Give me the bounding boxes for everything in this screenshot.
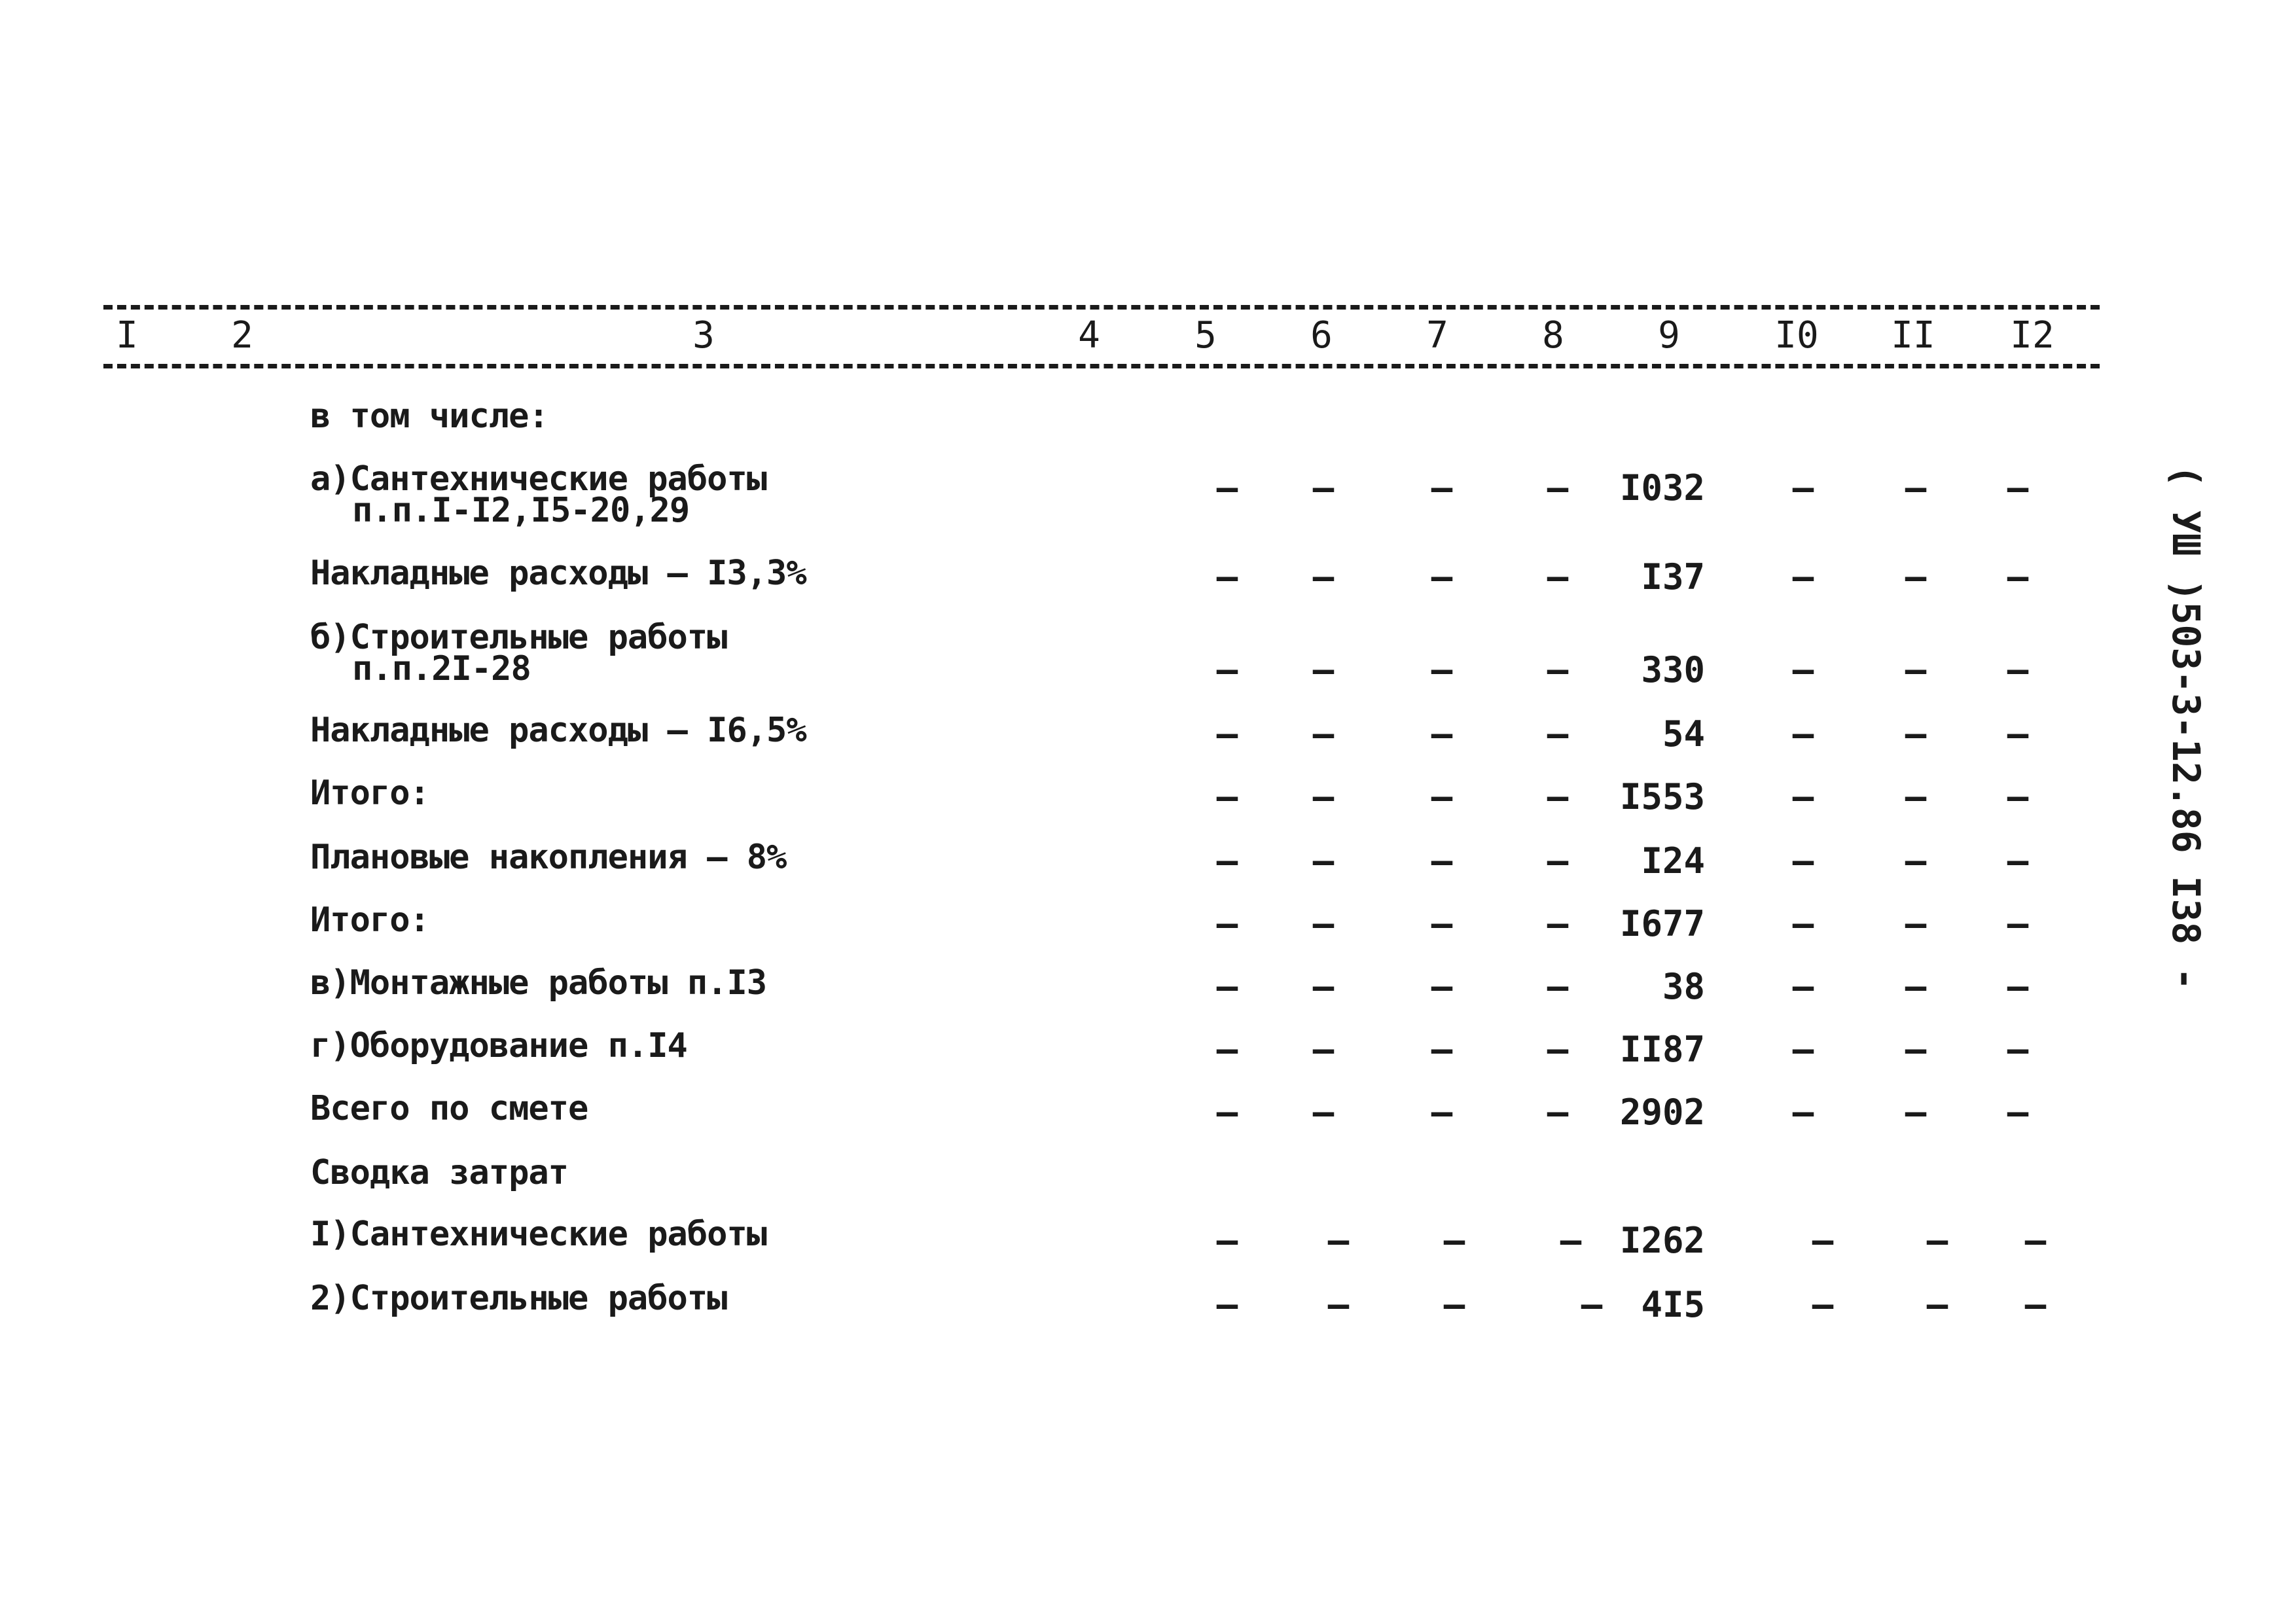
cell-col7: –: [1431, 467, 1453, 508]
cell-col9: I262: [1619, 1220, 1705, 1261]
row-label: в)Монтажные работы п.I3: [310, 963, 767, 1003]
cell-col11: –: [1926, 1284, 1948, 1325]
cell-col7: –: [1443, 1220, 1465, 1261]
cell-col6: –: [1327, 1220, 1350, 1261]
cell-col9: 4I5: [1641, 1284, 1705, 1325]
cell-col10: –: [1792, 840, 1814, 882]
cell-col7: –: [1431, 1029, 1453, 1070]
cell-col9: I677: [1619, 903, 1705, 944]
table-row: [0, 963, 2296, 1026]
cell-col9: I553: [1619, 776, 1705, 817]
row-label: б)Строительные работы п.п.2I-28: [310, 618, 727, 688]
row-sublabel: п.п.I-I2,I5-20,29: [352, 491, 690, 530]
cell-col7: –: [1431, 903, 1453, 944]
cell-col8: –: [1547, 1029, 1569, 1070]
column-header-11: II: [1891, 314, 1935, 357]
column-header-6: 6: [1310, 314, 1333, 357]
row-label: Сводка затрат: [310, 1153, 568, 1192]
cell-col5: –: [1216, 776, 1238, 817]
row-label: в том числе:: [310, 397, 548, 436]
cell-col12: –: [2007, 776, 2029, 817]
row-label: Накладные расходы – I6,5%: [310, 711, 806, 750]
table-row: [0, 1153, 2296, 1216]
cell-col10: –: [1792, 1029, 1814, 1070]
row-label: Итого:: [310, 774, 429, 813]
cell-col10: –: [1792, 1092, 1814, 1133]
cell-col5: –: [1216, 713, 1238, 755]
cell-col5: –: [1216, 467, 1238, 508]
cell-col8: –: [1547, 713, 1569, 755]
cell-col7: –: [1431, 840, 1453, 882]
column-header-1: I: [116, 314, 138, 357]
cell-col8: –: [1547, 1092, 1569, 1133]
cell-col9: I032: [1619, 467, 1705, 508]
cell-col12: –: [2007, 903, 2029, 944]
cell-col9: I24: [1641, 840, 1705, 882]
cell-col11: –: [1905, 1029, 1927, 1070]
table-row: [0, 711, 2296, 774]
cell-col12: –: [2007, 840, 2029, 882]
cell-col9: I37: [1641, 556, 1705, 597]
row-label: Плановые накопления – 8%: [310, 838, 787, 877]
cell-col11: –: [1905, 840, 1927, 882]
cell-col8: –: [1547, 840, 1569, 882]
row-label: а)Сантехнические работы п.п.I-I2,I5-20,29: [310, 459, 767, 530]
row-label: I)Сантехнические работы: [310, 1215, 767, 1254]
side-document-code: ( УШ )503-3-12.86 I38 -: [2164, 465, 2208, 991]
column-header-9: 9: [1658, 314, 1680, 357]
header-top-rule: [103, 305, 2100, 310]
cell-col7: –: [1431, 966, 1453, 1007]
cell-col11: –: [1926, 1220, 1948, 1261]
cell-col5: –: [1216, 1284, 1238, 1325]
cell-col12: –: [2007, 713, 2029, 755]
cell-col12: –: [2007, 556, 2029, 597]
cell-col6: –: [1312, 1092, 1335, 1133]
cell-col11: –: [1905, 966, 1927, 1007]
cell-col6: –: [1312, 776, 1335, 817]
cell-col11: –: [1905, 649, 1927, 690]
cell-col9: 2902: [1619, 1092, 1705, 1133]
cell-col11: –: [1905, 713, 1927, 755]
cell-col6: –: [1312, 467, 1335, 508]
cell-col7: –: [1443, 1284, 1465, 1325]
cell-col5: –: [1216, 556, 1238, 597]
cell-col10: –: [1792, 556, 1814, 597]
row-label: Итого:: [310, 901, 429, 940]
column-header-5: 5: [1194, 314, 1217, 357]
cell-col6: –: [1312, 556, 1335, 597]
cell-col5: –: [1216, 649, 1238, 690]
header-bottom-rule: [103, 364, 2100, 368]
cell-col6: –: [1312, 649, 1335, 690]
column-header-4: 4: [1078, 314, 1100, 357]
cell-col8: –: [1547, 649, 1569, 690]
cell-col6: –: [1312, 713, 1335, 755]
cell-col9: 54: [1662, 713, 1705, 755]
cell-col7: –: [1431, 1092, 1453, 1133]
cell-col6: –: [1312, 1029, 1335, 1070]
cell-col5: –: [1216, 966, 1238, 1007]
column-header-3: 3: [692, 314, 715, 357]
cell-col9: 330: [1641, 649, 1705, 690]
cell-col10: –: [1792, 776, 1814, 817]
cell-col10: –: [1792, 467, 1814, 508]
cell-col11: –: [1905, 776, 1927, 817]
cell-col7: –: [1431, 649, 1453, 690]
cell-col10: –: [1792, 966, 1814, 1007]
row-label: Всего по смете: [310, 1089, 588, 1128]
cell-col8: –: [1581, 1284, 1603, 1325]
column-header-7: 7: [1426, 314, 1448, 357]
cell-col6: –: [1312, 903, 1335, 944]
column-header-12: I2: [2010, 314, 2054, 357]
table-row: [0, 1089, 2296, 1152]
cell-col10: –: [1812, 1220, 1834, 1261]
table-row: [0, 1026, 2296, 1089]
table-row: [0, 554, 2296, 616]
cell-col11: –: [1905, 467, 1927, 508]
cell-col8: –: [1547, 903, 1569, 944]
cell-col8: –: [1547, 556, 1569, 597]
cell-col10: –: [1812, 1284, 1834, 1325]
cell-col11: –: [1905, 903, 1927, 944]
table-row: [0, 774, 2296, 836]
cell-col6: –: [1312, 840, 1335, 882]
cell-col8: –: [1547, 467, 1569, 508]
row-label: г)Оборудование п.I4: [310, 1026, 687, 1065]
row-sublabel: п.п.2I-28: [352, 649, 531, 688]
cell-col7: –: [1431, 776, 1453, 817]
cell-col5: –: [1216, 1092, 1238, 1133]
cell-col5: –: [1216, 840, 1238, 882]
cell-col6: –: [1327, 1284, 1350, 1325]
cell-col5: –: [1216, 1220, 1238, 1261]
cell-col11: –: [1905, 556, 1927, 597]
cell-col11: –: [1905, 1092, 1927, 1133]
column-header-10: I0: [1774, 314, 1819, 357]
cell-col12: –: [2007, 649, 2029, 690]
cell-col7: –: [1431, 556, 1453, 597]
cell-col12: –: [2024, 1220, 2047, 1261]
cell-col5: –: [1216, 1029, 1238, 1070]
table-row: [0, 397, 2296, 459]
table-row: [0, 838, 2296, 901]
column-header-8: 8: [1542, 314, 1564, 357]
table-row: [0, 1279, 2296, 1342]
table-row: [0, 901, 2296, 963]
cell-col7: –: [1431, 713, 1453, 755]
cell-col12: –: [2007, 467, 2029, 508]
cell-col10: –: [1792, 713, 1814, 755]
cell-col12: –: [2007, 1029, 2029, 1070]
cell-col9: 38: [1662, 966, 1705, 1007]
cell-col12: –: [2007, 966, 2029, 1007]
row-label: 2)Строительные работы: [310, 1279, 727, 1318]
cell-col12: –: [2007, 1092, 2029, 1133]
table-row: [0, 618, 2296, 690]
table-row: [0, 1215, 2296, 1277]
cell-col8: –: [1560, 1220, 1582, 1261]
cell-col9: II87: [1619, 1029, 1705, 1070]
cell-col10: –: [1792, 649, 1814, 690]
row-label: Накладные расходы – I3,3%: [310, 554, 806, 593]
cell-col8: –: [1547, 776, 1569, 817]
cell-col10: –: [1792, 903, 1814, 944]
table-row: [0, 459, 2296, 530]
cell-col6: –: [1312, 966, 1335, 1007]
cell-col12: –: [2024, 1284, 2047, 1325]
column-header-2: 2: [231, 314, 253, 357]
cell-col8: –: [1547, 966, 1569, 1007]
cell-col5: –: [1216, 903, 1238, 944]
